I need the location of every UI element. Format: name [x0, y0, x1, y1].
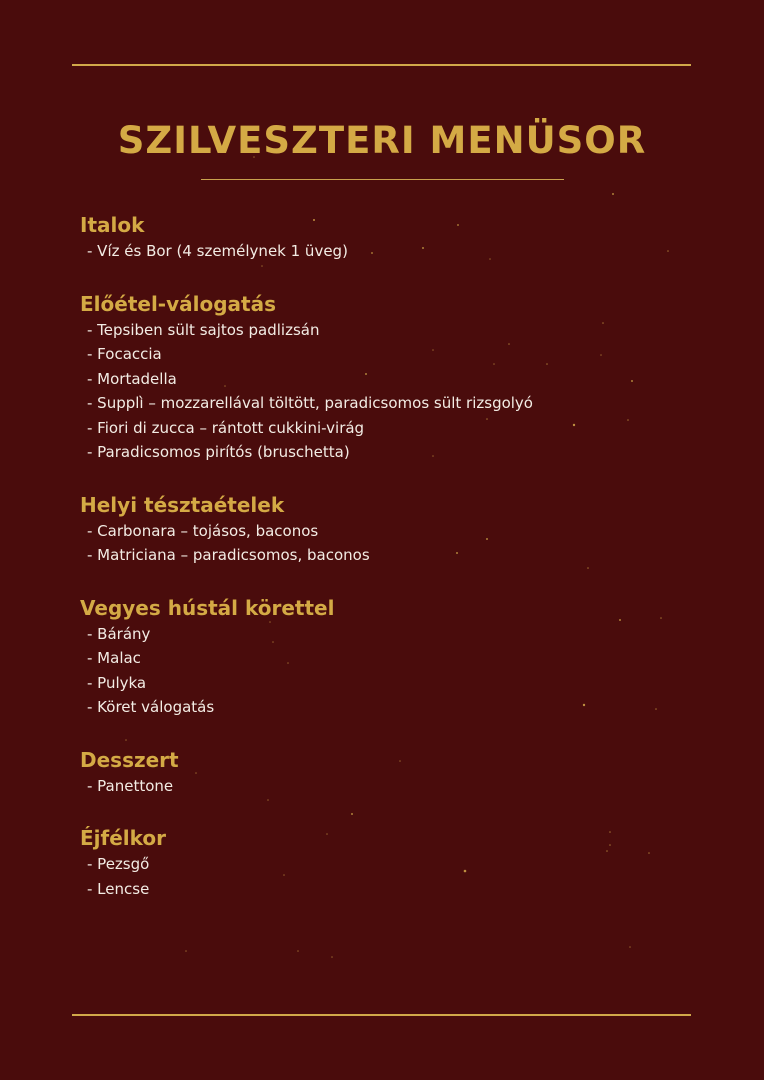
menu-item-list: [80, 239, 700, 264]
menu-sections: [80, 212, 700, 928]
section-heading: Vegyes hústál körettel: [80, 595, 335, 620]
menu-item: - Focaccia: [87, 345, 162, 363]
menu-item: - Malac: [87, 649, 141, 667]
section-heading: Desszert: [80, 747, 179, 772]
menu-item-list: [80, 622, 700, 720]
bottom-divider: [72, 1014, 691, 1016]
menu-item: - Tepsiben sült sajtos padlizsán: [87, 320, 320, 339]
menu-section: [80, 492, 700, 568]
section-heading: Italok: [80, 213, 145, 237]
section-heading: Helyi tésztaételek: [80, 492, 285, 517]
menu-item: - Carbonara – tojásos, baconos: [87, 521, 319, 540]
menu-item: - Pulyka: [87, 673, 147, 692]
menu-item: - Lencse: [87, 879, 150, 898]
menu-item: - Mortadella: [87, 369, 177, 388]
menu-item: - Köret válogatás: [87, 698, 215, 716]
menu-item: - Bárány: [87, 624, 151, 643]
section-heading: Előétel-válogatás: [80, 291, 277, 316]
page-title: SZILVESZTERI MENÜSOR: [117, 119, 647, 162]
menu-item: - Paradicsomos pirítós (bruschetta): [87, 443, 350, 461]
menu-section: [80, 747, 700, 799]
menu-section: [80, 291, 700, 465]
menu-section: [80, 825, 700, 901]
menu-item-list: [80, 852, 700, 901]
menu-item: - Matriciana – paradicsomos, baconos: [87, 546, 370, 564]
title-underline: [201, 179, 564, 180]
menu-item: - Víz és Bor (4 személynek 1 üveg): [87, 242, 348, 260]
menu-item-list: [80, 519, 700, 568]
menu-item-list: [80, 774, 700, 799]
menu-section: [80, 595, 700, 720]
menu-item: - Panettone: [87, 776, 174, 795]
menu-item: - Fiori di zucca – rántott cukkini-virág: [87, 418, 365, 437]
menu-item: - Supplì – mozzarellával töltött, paradicsomos sült rizsgolyó: [87, 394, 533, 412]
top-divider: [72, 64, 691, 66]
menu-item-list: [80, 318, 700, 465]
section-heading: Éjfélkor: [80, 826, 167, 850]
menu-item: - Pezsgő: [87, 855, 150, 873]
menu-section: [80, 212, 700, 264]
